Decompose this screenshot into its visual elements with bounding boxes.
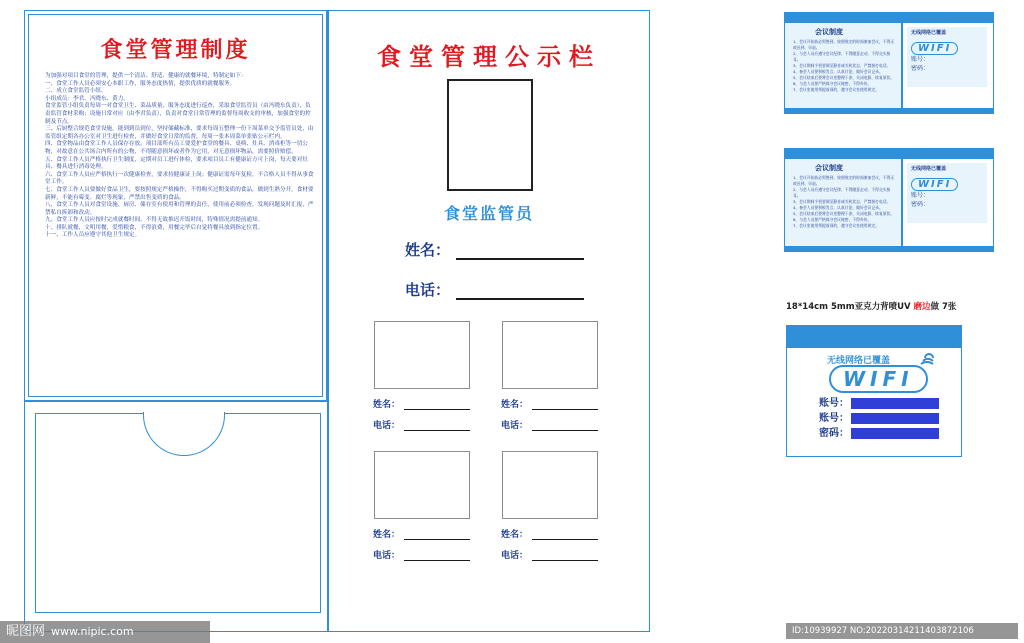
staff-phone-label: 电话：: [373, 421, 401, 431]
meeting-card-body: [793, 175, 895, 229]
staff-name-line: [532, 402, 598, 410]
staff-phone-line: [404, 423, 470, 431]
rules-paragraph: 为加强对项目食堂的管理，提供一个清洁、舒适、健康的就餐环境，特制定如下：: [45, 73, 247, 79]
rules-paragraph: 小组成员：李君、冯晓东、黄力。: [45, 95, 129, 102]
staff-photo-frame: [502, 451, 598, 519]
card-top-bar: [785, 13, 993, 23]
wifi-row-label: 账号：: [819, 398, 849, 409]
staff-name-line: [404, 402, 470, 410]
watermark-site: www.nipic.com: [51, 625, 134, 638]
staff-card: [501, 321, 627, 431]
supervisor-phone-field: [405, 279, 584, 300]
wifi-row-label: 账号：: [819, 413, 849, 424]
wifi-password-row: [819, 424, 939, 439]
rules-paragraph: 十、排队就餐，文明用餐，爱惜粮食，不得浪费，用餐完毕后自觉将餐具放到指定位置。: [45, 224, 264, 231]
meeting-rule-line: 6、与会人员要严格保守会议秘密，不得外传。: [793, 81, 872, 86]
watermark-brand: 昵图网: [6, 624, 46, 639]
meeting-rule-line: 7、会议室使用须提前预约，遵守会议室使用规定。: [793, 223, 879, 228]
watermark-right: ID:10939927 NO:20220314211403872106: [786, 623, 1018, 639]
production-spec: [786, 300, 956, 312]
notice-panel: [329, 11, 649, 631]
wifi-cover-text: 无线网络已覆盖: [911, 30, 947, 36]
wifi-account-row: [819, 409, 939, 424]
meeting-card-body: [793, 39, 895, 93]
staff-phone-row: [501, 548, 627, 561]
supervisor-phone-line: [456, 286, 584, 300]
spec-suffix: 做 7张: [930, 302, 957, 312]
wifi-password-label: 密码：: [911, 65, 930, 72]
wifi-account-label: 账号：: [911, 56, 930, 63]
supervisor-name-line: [456, 246, 584, 260]
document-pocket: [35, 413, 321, 613]
meeting-rules-card: [784, 148, 994, 252]
staff-name-row: [373, 527, 499, 540]
staff-name-line: [532, 532, 598, 540]
staff-phone-line: [404, 553, 470, 561]
card-bottom-bar: [785, 108, 993, 113]
meeting-rules-card: [784, 12, 994, 114]
rules-paragraph: 九、食堂工作人员应按时完成就餐时间，不得无故推迟开饭时间，特殊情况需提前通知。: [45, 217, 264, 224]
rules-paragraph: 四、食堂物品由食堂工作人员保存存放，项目部所有员工要爱护食堂的餐具、桌椅、灶具、消毒柜等一切公物，对故意在公共场合内所有的公物，不得随意损坏或者作为它用，对无意损坏物品，需要照价赔偿。: [45, 141, 308, 155]
staff-photo-frame: [374, 321, 470, 389]
card-separator: [901, 159, 903, 247]
card-wifi-section: [907, 27, 987, 87]
staff-card: [501, 451, 627, 561]
horizontal-divider: [25, 400, 327, 402]
watermark-left: [0, 621, 210, 643]
staff-photo-frame: [374, 451, 470, 519]
wifi-logo: WIFI: [911, 42, 958, 55]
meeting-rule-line: 2、与会人员应遵守会议纪律，不得随意走动，不得交头接耳。: [793, 187, 891, 198]
rules-paragraph: 五、食堂工作人员严格执行卫生制度，定期对员工进行体检，要求项目员工有健康证方可上岗，每天要对灶具、餐具进行消毒处理。: [45, 156, 308, 171]
wifi-account-row: [819, 394, 939, 409]
rules-paragraph: 八、食堂工作人员对食堂设施、厨房、储存室有使用和管理的责任，使用前必须检查，发现问题及时汇报，严禁私自拆卸和改动。: [45, 202, 314, 216]
staff-name-label: 姓名：: [501, 530, 529, 540]
card-top-bar: [785, 149, 993, 159]
wifi-logo: WIFI: [829, 365, 928, 393]
rules-panel: [25, 11, 327, 400]
rules-paragraph: 十一、工作人员应遵守其他卫生规定。: [45, 232, 141, 239]
meeting-card-title: 会议制度: [815, 28, 843, 36]
supervisor-name-label: 姓名：: [405, 241, 451, 259]
rules-title: 食堂管理制度: [100, 37, 251, 63]
supervisor-name-field: [405, 239, 584, 260]
staff-card: [373, 321, 499, 431]
wifi-cover-text: 无线网络已覆盖: [827, 356, 891, 366]
meeting-card-title: 会议制度: [815, 164, 843, 172]
wifi-logo: WIFI: [911, 178, 958, 191]
supervisor-phone-label: 电话：: [405, 281, 451, 299]
staff-name-label: 姓名：: [373, 530, 401, 540]
staff-card: [373, 451, 499, 561]
supervisor-photo-frame: [447, 79, 533, 191]
meeting-rule-line: 4、参会人员要积极发言，认真讨论，做好会议记录。: [793, 69, 883, 74]
wifi-row-label: 密码：: [819, 428, 849, 439]
spec-prefix: 18*14cm 5mm亚克力背喷UV: [786, 302, 914, 312]
staff-phone-row: [373, 418, 499, 431]
meeting-rule-line: 1、会议开始前必须签到，按照规定的时间参加会议，不得无故迟到、早退。: [793, 175, 895, 186]
staff-phone-label: 电话：: [501, 551, 529, 561]
wifi-card: [786, 325, 962, 457]
rules-paragraph: 二、成立食堂监管小组，: [45, 88, 107, 95]
wifi-card-top-bar: [787, 326, 961, 348]
rules-paragraph: 七、食堂工作人员要做好食品卫生，要按照规定严格操作，不得购买过期变质的食品，做到生熟分开，食材要新鲜，不能有霉变、腐烂等现象，严禁出售变质的食品。: [45, 186, 314, 201]
meeting-rule-line: 3、会议期间手机要调至静音或关机状态，严禁接打电话。: [793, 199, 891, 204]
notice-board: [24, 10, 650, 632]
staff-name-label: 姓名：: [501, 400, 529, 410]
staff-phone-label: 电话：: [501, 421, 529, 431]
meeting-rule-line: 4、参会人员要积极发言，认真讨论，做好会议记录。: [793, 205, 883, 210]
card-separator: [901, 23, 903, 109]
wifi-account-label: 账号：: [911, 192, 930, 199]
wifi-signal-icon: [919, 352, 935, 366]
pocket-notch-cover: [144, 412, 224, 415]
rules-paragraph: 三、后厨整合规范食堂设施，能到到员到位，坚持储藏标准，要求每周五整理一份下周菜单交予监管员处，由监管组定期各办公室对卫生进行检查，并做好食堂日常的监督，每周一张本周菜单张贴公示栏内。: [45, 126, 314, 140]
staff-phone-row: [373, 548, 499, 561]
notice-title: 食堂管理公示栏: [377, 42, 601, 71]
staff-name-label: 姓名：: [373, 400, 401, 410]
rules-paragraph: 六、食堂工作人员应严格执行一次健康检查，要求持健康证上岗；健康证需每年复检，不合格人员不得从事食堂工作。: [45, 171, 314, 186]
wifi-cover-text: 无线网络已覆盖: [911, 166, 947, 172]
pocket-notch: [143, 412, 225, 456]
rules-paragraph: 食堂监管小组负责每周一对食堂卫生、菜品质量、服务态度进行巡查，采取食堂监管员（由冯晓东负责），负责监管食材采购；设施日常对应（由李君负责），负责对食堂日常管理的监督每周收支的审核，加强食堂的控制及节点。: [45, 103, 311, 125]
card-bottom-bar: [785, 246, 993, 251]
wifi-value-bar: [851, 413, 939, 424]
wifi-password-label: 密码：: [911, 201, 930, 208]
staff-phone-row: [501, 418, 627, 431]
meeting-rule-line: 5、会议结束后要将会议室整理干净，关闭电源，恢复原状。: [793, 75, 895, 80]
meeting-rule-line: 3、会议期间手机要调至静音或关机状态，严禁接打电话。: [793, 63, 891, 68]
wifi-value-bar: [851, 398, 939, 409]
staff-phone-line: [532, 553, 598, 561]
meeting-rule-line: 1、会议开始前必须签到，按照规定的时间参加会议，不得无故迟到、早退。: [793, 39, 895, 50]
rules-paragraph: 一、食堂工作人员必须安心本职工作，服务态度热情，提供优质的就餐服务。: [45, 80, 236, 87]
staff-name-line: [404, 532, 470, 540]
meeting-rule-line: 7、会议室使用须提前预约，遵守会议室使用规定。: [793, 87, 879, 92]
staff-phone-line: [532, 423, 598, 431]
rules-body: [45, 73, 314, 240]
meeting-rule-line: 5、会议结束后要将会议室整理干净，关闭电源，恢复原状。: [793, 211, 895, 216]
spec-highlight: 磨边: [913, 302, 931, 312]
staff-name-row: [501, 527, 627, 540]
card-wifi-section: [907, 163, 987, 223]
supervisor-label: 食堂监管员: [443, 204, 534, 223]
meeting-rule-line: 6、与会人员要严格保守会议秘密，不得外传。: [793, 217, 872, 222]
wifi-value-bar: [851, 428, 939, 439]
staff-photo-frame: [502, 321, 598, 389]
staff-name-row: [501, 397, 627, 410]
staff-phone-label: 电话：: [373, 551, 401, 561]
staff-name-row: [373, 397, 499, 410]
meeting-rule-line: 2、与会人员应遵守会议纪律，不得随意走动，不得交头接耳。: [793, 51, 891, 62]
